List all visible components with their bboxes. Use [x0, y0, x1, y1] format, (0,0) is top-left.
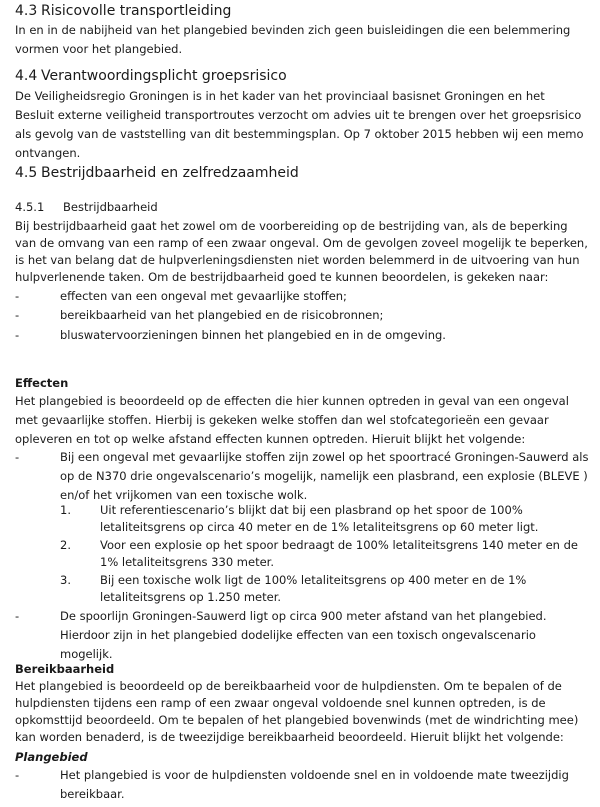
- list-item: - De spoorlijn Groningen-Sauwerd ligt op circa 900 meter afstand van het plangebied. Hierdoor zijn in het plangebied dodelijke effecten van een toxisch ongevalscenario mogelijk.: [15, 609, 547, 661]
- numbered-item-1: 1. Uit referentiescenario’s blijkt dat bij een plasbrand op het spoor de 100% letaliteitsgrens op circa 40 meter en de 1% letaliteitsgrens op 60 meter ligt.: [60, 503, 539, 534]
- section-4-5-1-text: Bij bestrijdbaarheid gaat het zowel om de voorbereiding op de bestrijding van, als de beperking van de omvang van een ramp of een zwaar ongeval. Om de gevolgen zoveel mogelijk te beperken, is het van belang dat de hulpverleningsdiensten niet worden belemmerd in de uitvoering van hun hulpverlenende taken. Om de bestrijdbaarheid goed te kunnen beoordelen, is gekeken naar:: [15, 219, 588, 284]
- numbered-item-3: 3. Bij een toxische wolk ligt de 100% letaliteitsgrens op 400 meter en de 1% letaliteitsgrens op 1.250 meter.: [60, 573, 527, 604]
- list-item: - effecten van een ongeval met gevaarlijke stoffen;: [15, 289, 347, 303]
- section-4-4-text: De Veiligheidsregio Groningen is in het kader van het provinciaal basisnet Groningen en het Besluit externe veiligheid transportroutes verzocht om advies uit te brengen over het groepsrisico als gevolg van de vaststelling van dit bestemmingsplan. Op 7 oktober 2015 hebben wij een memo ontvangen.: [15, 89, 584, 160]
- bereikbaarheid-text: Het plangebied is beoordeeld op de bereikbaarheid voor de hulpdiensten. Om te bepalen of de hulpdiensten tijdens een ramp of een zwaar ongeval voldoende snel kunnen optreden, is de opkomsttijd beoordeeld. Om te bepalen of het plangebied bovenwinds (met de windrichting mee) kan worden benaderd, is de tweezijdige bereikbaarheid beoordeeld. Hieruit blijkt het volgende:: [15, 679, 579, 744]
- effecten-heading: Effecten: [15, 376, 69, 390]
- list-item: - bluswatervoorzieningen binnen het plangebied en in de omgeving.: [15, 328, 446, 342]
- section-heading-4-3: 4.3 Risicovolle transportleiding: [15, 3, 232, 19]
- list-item: - bereikbaarheid van het plangebied en de risicobronnen;: [15, 308, 384, 322]
- list-item: - Het plangebied is voor de hulpdiensten voldoende snel en in voldoende mate tweezijdig bereikbaar.: [15, 768, 569, 801]
- list-item: - Bij een ongeval met gevaarlijke stoffen zijn zowel op het spoortracé Groningen-Sauwerd als op de N370 drie ongevalscenario’s mogelijk, namelijk een plasbrand, een explosie (BLEVE ) en/of het vrijkomen van een toxische wolk.: [15, 450, 589, 502]
- section-heading-4-5: 4.5 Bestrijdbaarheid en zelfredzaamheid: [15, 165, 299, 181]
- plangebied-subheading: Plangebied: [15, 750, 88, 764]
- numbered-item-2: 2. Voor een explosie op het spoor bedraagt de 100% letaliteitsgrens 140 meter en de 1% letaliteitsgrens 330 meter.: [60, 538, 578, 569]
- bereikbaarheid-heading: Bereikbaarheid: [15, 662, 115, 676]
- section-heading-4-5-1: 4.5.1 Bestrijdbaarheid: [15, 200, 158, 214]
- section-4-3-text: In en in de nabijheid van het plangebied bevinden zich geen buisleidingen die een belemmering vormen voor het plangebied.: [15, 23, 571, 56]
- effecten-text: Het plangebied is beoordeeld op de effecten die hier kunnen optreden in geval van een ongeval met gevaarlijke stoffen. Hierbij is gekeken welke stoffen dan wel stofcategorieën een gevaar opleveren en tot op welke afstand effecten kunnen optreden. Hieruit blijkt het volgende:: [15, 394, 569, 446]
- section-heading-4-4: 4.4 Verantwoordingsplicht groepsrisico: [15, 68, 287, 84]
